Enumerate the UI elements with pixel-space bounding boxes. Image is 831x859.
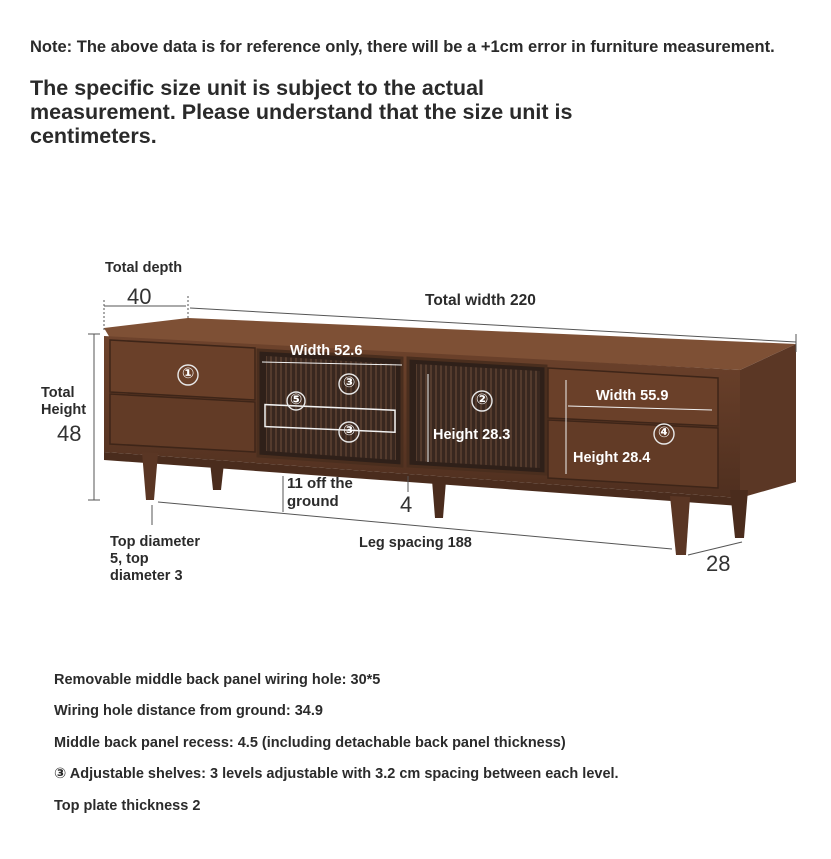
cabinet-side [740, 344, 796, 498]
marker-3-upper: ③ [343, 375, 356, 391]
spec-wiring-hole: Removable middle back panel wiring hole: 30*5 [54, 672, 381, 688]
spec-panel-recess: Middle back panel recess: 4.5 (including detachable back panel thickness) [54, 735, 566, 751]
leg-front-left [142, 452, 158, 500]
leg-front-right [670, 496, 690, 555]
drawer-width-label: Width 55.9 [596, 388, 669, 404]
leg-inset-value: 28 [706, 551, 731, 576]
door-height-label: Height 28.3 [433, 427, 511, 443]
marker-2: ② [476, 392, 489, 408]
marker-4: ④ [658, 425, 671, 441]
spec-hole-distance: Wiring hole distance from ground: 34.9 [54, 703, 323, 719]
spec-top-plate: Top plate thickness 2 [54, 798, 201, 814]
marker-1: ① [182, 366, 195, 382]
marker-3-lower: ③ [343, 423, 356, 439]
total-depth-label: Total depth [105, 260, 183, 276]
leg-height-value: 4 [400, 492, 413, 517]
total-height-label: Total Height [41, 385, 87, 418]
leg-diameter-label: Top diameter 5, top diameter 3 [110, 534, 200, 584]
spec-adjustable-shelves: ③ Adjustable shelves: 3 levels adjustable with 3.2 cm spacing between each level. [54, 766, 619, 782]
leg-back-right [730, 490, 748, 538]
marker-5: ⑤ [290, 392, 303, 408]
total-depth-value: 40 [127, 284, 152, 309]
drawer-height-label: Height 28.4 [573, 450, 651, 466]
total-height-value: 48 [57, 421, 82, 446]
leg-spacing-label: Leg spacing 188 [359, 535, 472, 551]
door-width-label: Width 52.6 [290, 343, 363, 359]
total-width-label: Total width 220 [425, 292, 536, 309]
leg-back-mid [432, 480, 446, 518]
ground-clearance-label: 11 off the ground [287, 475, 353, 510]
left-drawer-bottom [110, 394, 255, 452]
unit-headline: The specific size unit is subject to the actual measurement. Please understand that the size unit is centimeters. [30, 76, 573, 148]
leg-back-left [210, 462, 224, 490]
measurement-note: Note: The above data is for reference only, there will be a +1cm error in furniture measurement. [30, 38, 775, 56]
